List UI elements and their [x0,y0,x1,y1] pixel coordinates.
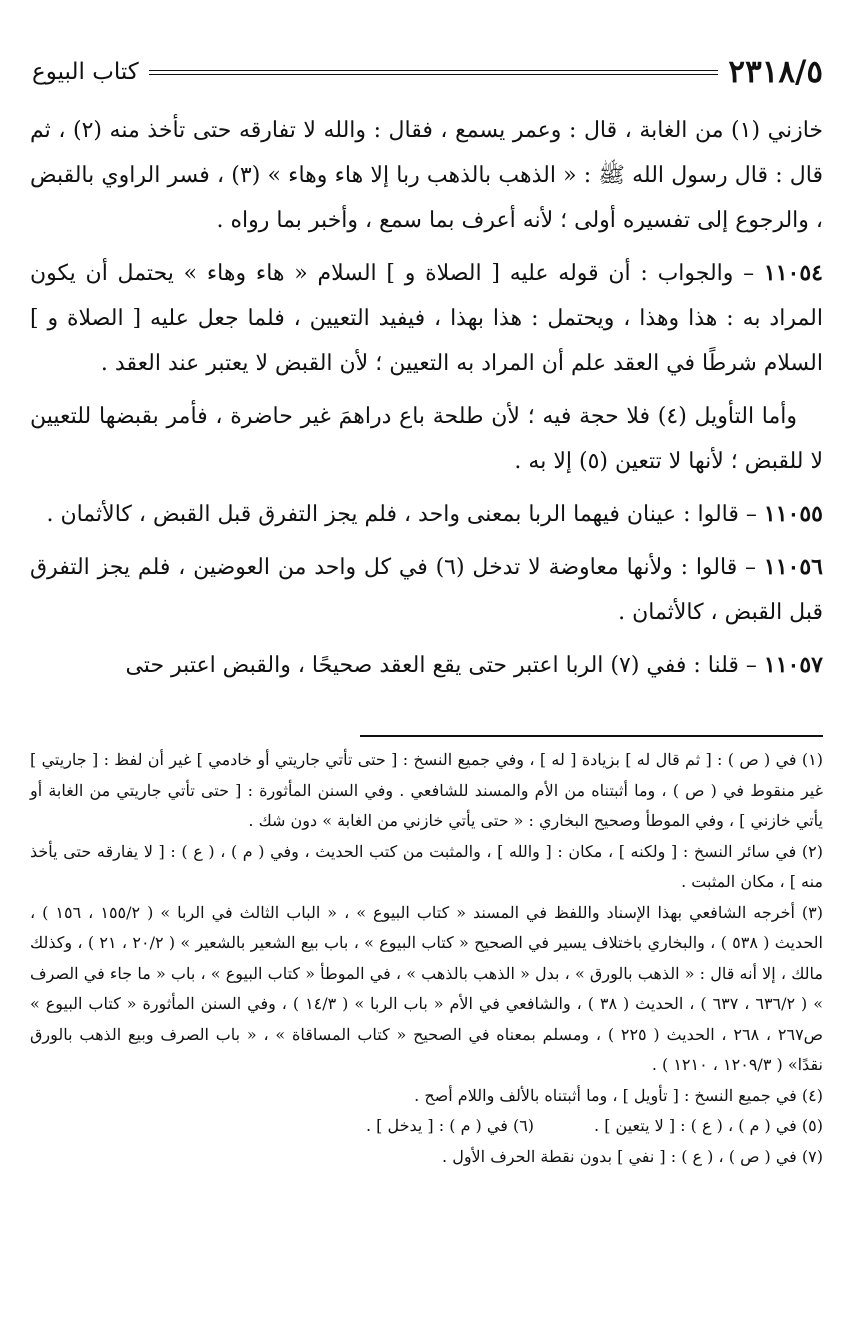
paragraph-text: – قالوا : عينان فيهما الربا بمعنى واحد ، فلم يجز التفرق قبل القبض ، كالأثمان . [46,502,757,527]
running-header [32,52,823,92]
paragraph-tawil: وأما التأويل (٤) فلا حجة فيه ؛ لأن طلحة باع دراهمَ غير حاضرة ، فأمر بقبضها للتعيين لا للقبض ؛ لأنها لا تتعين (٥) إلا به . [30,404,823,474]
footnote-row [30,1111,823,1142]
footnote-5: (٥) في ( م ) ، ( ع ) : [ لا يتعين ] . [594,1116,823,1135]
main-text [30,108,823,696]
paragraph-number: ١١٠٥٤ [763,260,823,286]
paragraph-text: – قلنا : ففي (٧) الربا اعتبر حتى يقع العقد صحيحًا ، والقبض اعتبر حتى [125,653,757,678]
book-title: كتاب البيوع [32,59,139,85]
footnote-2: (٢) في سائر النسخ : [ ولكنه ] ، مكان : [ والله ] ، والمثبت من كتب الحديث ، وفي ( م ) ، ( ع ) : [ لا يفارقه حتى يأخذ منه ] ، مكان المثبت . [30,841,823,891]
footnote-6: (٦) في ( م ) : [ يدخل ] . [365,1116,535,1135]
footnote-3: (٣) أخرجه الشافعي بهذا الإسناد واللفظ في المسند « كتاب البيوع » ، « الباب الثالث في الربا » ( ١٥٥/٢ ، ١٥٦ ) ، الحديث ( ٥٣٨ ) ، والبخاري باختلاف يسير في الصحيح « كتاب البيوع » ، باب بيع الشعير بالشعير » ( ٢٠/٢ ، ٢١ ) ، وكذلك مالك ، إلا أنه قال : « الذهب بالورق » ، بدل « الذهب بالذهب » ، في الموطأ « كتاب البيوع » ، باب « ما جاء في الصرف » ( ٦٣٦/٢ ، ٦٣٧ ) ، الحديث ( ٣٨ ) ، والشافعي في الأم « باب الربا » ( ١٤/٣ ) ، وفي السنن المأثورة « كتاب البيوع » ص٢٦٧ ، ٢٦٨ ، الحديث ( ٢٢٥ ) ، ومسلم بمعناه في الصحيح « كتاب المساقاة » ، « باب الصرف وبيع الذهب بالورق نقدًا» ( ١٢٠٩/٣ ، ١٢١٠ ) . [30,902,824,1074]
paragraph-11056 [30,545,823,635]
paragraph-continuation: خازني (١) من الغابة ، قال : وعمر يسمع ، فقال : والله لا تفارقه حتى تأخذ منه (٢) ، ثم قال : قال رسول الله ﷺ : « الذهب بالذهب ربا إلا هاء وهاء » (٣) ، فسر الراوي بالقبض ، والرجوع إلى تفسيره أولى ؛ لأنه أعرف بما سمع ، وأخبر بما رواه . [30,118,823,233]
paragraph-11055 [30,492,823,537]
page-number: ٢٣١٨/٥ [728,54,823,90]
footnote-divider [360,735,823,737]
paragraph-text: – قالوا : ولأنها معاوضة لا تدخل (٦) في كل واحد من العوضين ، فلم يجز التفرق قبل القبض ، كالأثمان . [30,555,823,625]
footnotes [30,745,823,1172]
paragraph-11057 [30,643,823,688]
paragraph-11054 [30,251,823,386]
footnote-1: (١) في ( ص ) : [ ثم قال له ] بزيادة [ له ] ، وفي جميع النسخ : [ حتى تأتي جاريتي أو خادمي ] غير أن لفظ : [ جاريتي ] غير منقوط في ( ص ) ، وما أثبتناه من الأم والمسند للشافعي . وفي السنن المأثورة : [ حتى تأتي جاريتي من الغابة أو يأتي خازني ] ، وفي الموطأ وصحيح البخاري : « حتى يأتي خازني من الغابة » دون شك . [30,750,823,830]
footnote-4: (٤) في جميع النسخ : [ تأويل ] ، وما أثبتناه بالألف واللام أصح . [414,1085,823,1105]
paragraph-number: ١١٠٥٧ [763,652,823,678]
header-rule [149,70,719,75]
paragraph-number: ١١٠٥٥ [763,501,823,527]
paragraph-number: ١١٠٥٦ [763,554,823,580]
footnote-7: (٧) في ( ص ) ، ( ع ) : [ نفي ] بدون نقطة الحرف الأول . [442,1146,823,1166]
paragraph-text: – والجواب : أن قوله عليه [ الصلاة و ] السلام « هاء وهاء » يحتمل أن يكون المراد به : هذا وهذا ، ويحتمل : هذا بهذا ، فيفيد التعيين ، فلما جعل عليه [ الصلاة و ] السلام شرطًا في العقد علم أن المراد به التعيين ؛ لأن القبض لا يعتبر عند العقد . [30,261,823,376]
